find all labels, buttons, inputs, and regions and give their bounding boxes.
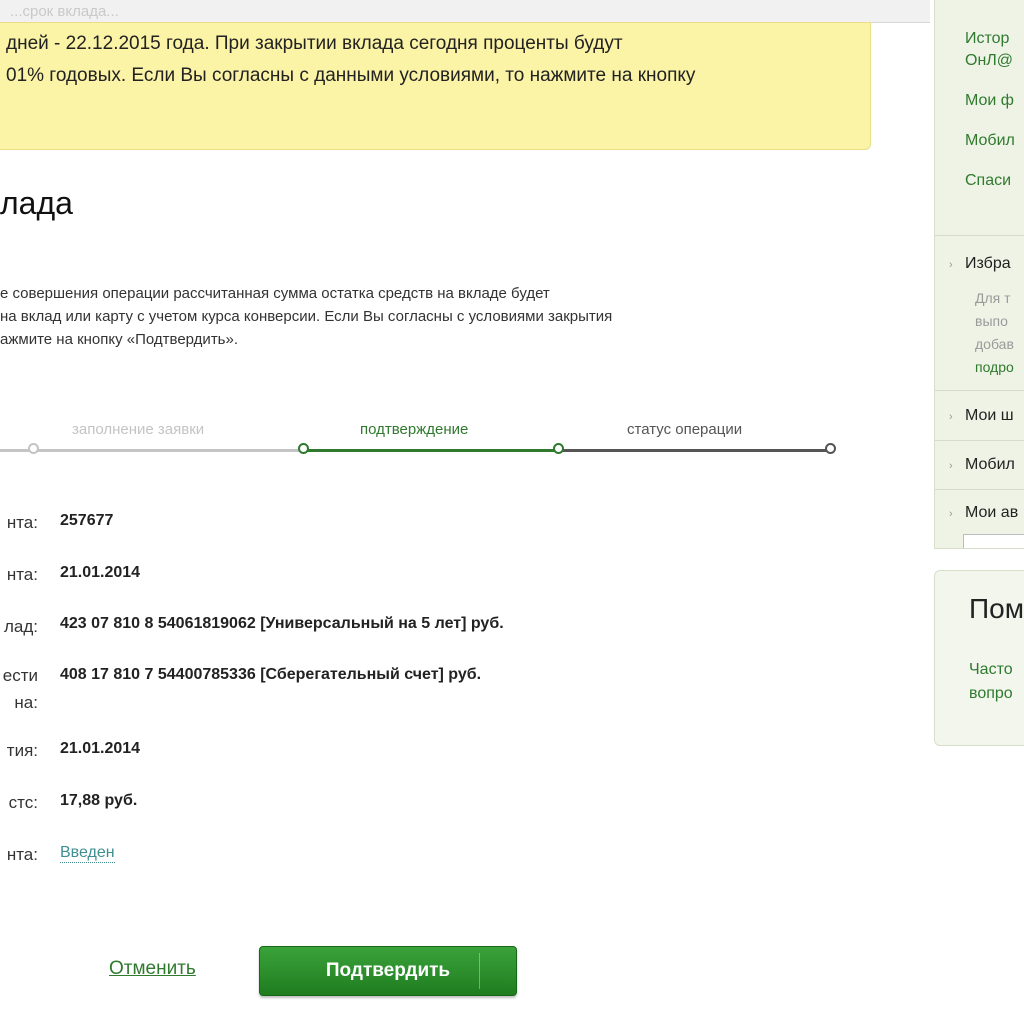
deposit-label: лад: [3,617,38,636]
confirm-button[interactable] [259,946,517,996]
browser-top-strip [0,0,930,23]
help-title: Пом [969,593,1024,624]
amount-label: стс: [8,793,38,812]
doc-number-label: нта: [6,513,38,532]
button-separator [479,953,480,989]
favorites-more-link[interactable]: подро [975,359,1014,375]
amount-value: 17,88 руб. [60,792,138,809]
sidebar-mobile[interactable]: Мобил [965,456,1015,473]
help-faq-line2[interactable]: вопро [969,685,1013,702]
sidebar-my-templates[interactable]: Мои ш [965,407,1014,424]
sidebar-my-auto[interactable]: Мои ав [965,504,1019,521]
transfer-label-2: на: [14,693,38,712]
step-dot-4 [825,443,836,454]
close-date-value: 21.01.2014 [60,740,141,757]
doc-date-label: нта: [6,565,38,584]
close-date-label: тия: [6,741,38,760]
transfer-value: 408 17 810 7 54400785336 [Сберегательный счет] руб. [60,666,482,683]
status-label: нта: [6,845,38,864]
sidebar-mobile-bank[interactable]: Мобил [965,132,1015,149]
cancel-link[interactable]: Отменить [109,958,196,979]
arrow-right-icon: › [949,259,953,271]
sidebar-thanks[interactable]: Спаси [965,172,1012,189]
step-dot-3 [553,443,564,454]
arrow-right-icon: › [949,460,953,472]
help-faq-line1[interactable]: Часто [969,661,1013,678]
info-line-1: е совершения операции рассчитанная сумма остатка средств на вкладе будет [0,285,550,302]
sidebar-divider [935,235,1024,236]
info-line-2: на вклад или карту с учетом курса конверсии. Если Вы согласны с условиями закрытия [0,308,613,325]
step-line-next [560,449,832,452]
info-line-3: ажмите на кнопку «Подтвердить». [0,331,239,348]
sidebar-input-edge[interactable] [963,534,1024,549]
sidebar-divider [935,440,1024,441]
arrow-right-icon: › [949,411,953,423]
step-line-active [305,449,559,452]
notice-line-1: дней - 22.12.2015 года. При закрытии вклада сегодня проценты будут [6,33,623,54]
cut-notice-text: ...срок вклада... [10,3,119,20]
step-status: статус операции [627,421,743,438]
sidebar-my-finance[interactable]: Мои ф [965,92,1014,109]
favorites-desc-line3: добав [975,336,1014,352]
notice-banner [0,22,871,150]
favorites-desc-line2: выпо [975,313,1008,329]
doc-date-value: 21.01.2014 [60,564,141,581]
arrow-right-icon: › [949,508,953,520]
page-title: лада [0,185,73,221]
sidebar-favorites[interactable]: Избра [965,255,1011,272]
help-panel [934,570,1024,746]
sidebar-history-line1[interactable]: Истор [965,30,1010,47]
step-fill-form: заполнение заявки [72,421,205,438]
status-value[interactable]: Введен [60,844,115,861]
notice-line-2: 01% годовых. Если Вы согласны с данными условиями, то нажмите на кнопку [6,65,696,86]
confirm-button-label: Подтвердить [325,960,451,981]
step-dot-2 [298,443,309,454]
deposit-value: 423 07 810 8 54061819062 [Универсальный на 5 лет] руб. [60,615,504,632]
step-dot-1 [28,443,39,454]
favorites-desc-line1: Для т [975,290,1011,306]
sidebar-divider [935,390,1024,391]
sidebar-history-line2[interactable]: ОнЛ@ [965,52,1014,69]
sidebar-divider [935,489,1024,490]
step-line-done [0,449,302,452]
transfer-label-1: ести [2,666,38,685]
doc-number-value: 257677 [60,512,114,529]
step-confirm: подтверждение [360,421,469,438]
right-sidebar [934,0,1024,549]
